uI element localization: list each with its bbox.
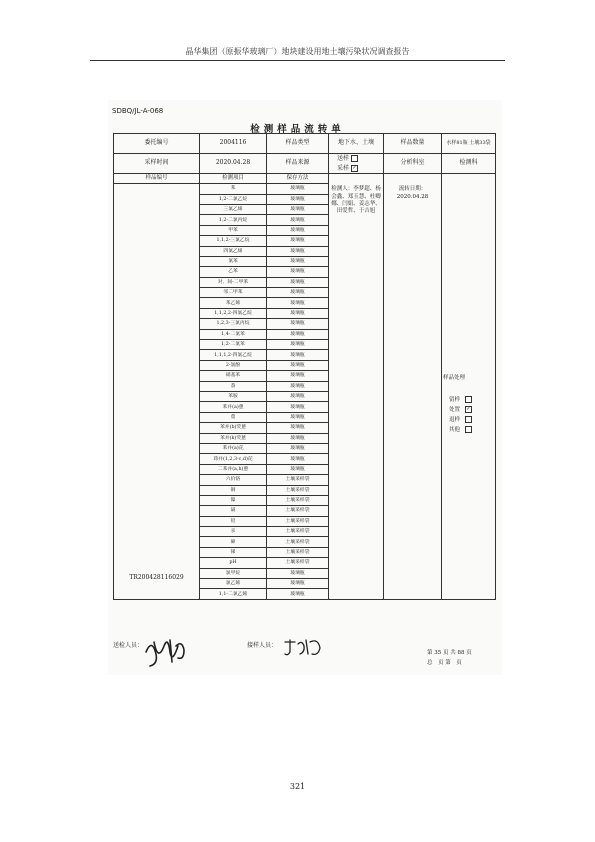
page-header: 晶华集团（原振华玻璃厂）地块建设用地土壤污染状况调查报告: [185, 47, 410, 56]
preservation-method: 玻璃瓶: [267, 392, 329, 402]
preservation-method: 土壤采样袋: [267, 485, 329, 495]
preservation-method: 玻璃瓶: [267, 319, 329, 329]
test-item: 1,2,3-三氯丙烷: [200, 319, 267, 329]
sampling-time-label: 采样时间: [114, 154, 200, 174]
preservation-method: 玻璃瓶: [267, 194, 329, 204]
test-item: 对、间-二甲苯: [200, 277, 267, 287]
preservation-method: 土壤采样袋: [267, 495, 329, 505]
handling-title: 样品处理: [443, 375, 466, 381]
preservation-method: 玻璃瓶: [267, 568, 329, 578]
handling-option: [449, 405, 472, 415]
preservation-method: 玻璃瓶: [267, 579, 329, 589]
analysis-room-value: 检测科: [442, 154, 496, 174]
preservation-method: 土壤采样袋: [267, 506, 329, 516]
preservation-method: 玻璃瓶: [267, 423, 329, 433]
col-preservation: 保存方法: [267, 174, 329, 184]
test-item: 1,1-二氯乙烯: [200, 589, 267, 599]
sample-no-cell: [114, 184, 200, 600]
deliverer-label: 送检人员：: [113, 642, 144, 649]
sample-transfer-table: [113, 133, 496, 600]
column-header-row: [114, 174, 496, 184]
test-item: 乙苯: [200, 267, 267, 277]
preservation-method: 玻璃瓶: [267, 371, 329, 381]
test-item: 1,1,2,2-四氯乙烷: [200, 308, 267, 318]
inspector-cell: [329, 174, 384, 600]
transfer-date-label: 流转日期：: [398, 186, 427, 193]
handling-checkbox[interactable]: ✓: [466, 406, 471, 412]
preservation-method: 玻璃瓶: [267, 184, 329, 194]
test-item: 䓛: [200, 412, 267, 422]
handling-options: [449, 395, 472, 435]
preservation-method: 玻璃瓶: [267, 381, 329, 391]
source-collect-label: 采样: [337, 164, 350, 172]
collect-checkbox[interactable]: ✓: [352, 164, 357, 171]
preservation-method: 玻璃瓶: [267, 225, 329, 235]
info-row-1: [114, 134, 496, 154]
handling-checkbox[interactable]: [465, 396, 472, 403]
test-item: 苯并(b)荧蒽: [200, 423, 267, 433]
preservation-method: 玻璃瓶: [267, 288, 329, 298]
preservation-method: 玻璃瓶: [267, 329, 329, 339]
handling-checkbox[interactable]: [465, 426, 472, 433]
handling-option-label: 留样: [449, 397, 461, 403]
preservation-method: 玻璃瓶: [267, 308, 329, 318]
test-item: 邻二甲苯: [200, 288, 267, 298]
preservation-method: 玻璃瓶: [267, 454, 329, 464]
test-item: 茚并(1,2,3-c,d)芘: [200, 454, 267, 464]
preservation-method: 玻璃瓶: [267, 236, 329, 246]
sample-qty-value: 水样81瓶 土壤33袋: [442, 134, 496, 154]
page-number: 321: [289, 782, 306, 791]
test-item: 1,2-二氯丙烷: [200, 215, 267, 225]
test-item: 苯胺: [200, 392, 267, 402]
sample-source-value: [329, 154, 384, 174]
transfer-date-value: 2020.04.28: [396, 193, 429, 200]
test-item: 苯乙烯: [200, 298, 267, 308]
handling-checkbox[interactable]: [465, 416, 472, 423]
test-item: 镉: [200, 506, 267, 516]
form-title: 检测样品流转单: [250, 124, 345, 135]
test-item: 砷: [200, 537, 267, 547]
test-item: 苯: [200, 184, 267, 194]
client-no-label: 委托编号: [114, 134, 200, 154]
preservation-method: 玻璃瓶: [267, 204, 329, 214]
preservation-method: 土壤采样袋: [267, 475, 329, 485]
test-item: 铜: [200, 485, 267, 495]
test-item: 2-氯酚: [200, 360, 267, 370]
test-item: 苯并(a)蒽: [200, 402, 267, 412]
preservation-method: 玻璃瓶: [267, 589, 329, 599]
preservation-method: 土壤采样袋: [267, 527, 329, 537]
source-deliver-label: 送样: [337, 155, 350, 162]
test-item: 氯苯: [200, 256, 267, 266]
handling-option: [449, 415, 472, 425]
test-item: 苯并(k)荧蒽: [200, 433, 267, 443]
test-item: 硝基苯: [200, 371, 267, 381]
preservation-method: 玻璃瓶: [267, 412, 329, 422]
preservation-method: 玻璃瓶: [267, 277, 329, 287]
test-item: 氯乙烯: [200, 579, 267, 589]
test-item: 萘: [200, 381, 267, 391]
preservation-method: 玻璃瓶: [267, 246, 329, 256]
test-item: 1,1,2-三氯乙烷: [200, 236, 267, 246]
test-item: 1,4-二氯苯: [200, 329, 267, 339]
page-counter-line-2: 总 页 第 页: [427, 660, 462, 666]
test-item: 二苯并(a,h)蒽: [200, 464, 267, 474]
col-sample-no: 样品编号: [114, 174, 200, 184]
sample-type-value: 地下水、土壤: [329, 134, 384, 154]
preservation-method: 土壤采样袋: [267, 547, 329, 557]
preservation-method: 玻璃瓶: [267, 360, 329, 370]
test-item: 铅: [200, 516, 267, 526]
deliverer-signature: [140, 632, 192, 670]
preservation-method: 玻璃瓶: [267, 464, 329, 474]
sampling-time-value: 2020.04.28: [200, 154, 267, 174]
handling-cell: [442, 174, 496, 600]
receiver-label: 接样人员：: [247, 642, 278, 649]
col-item: 检测项目: [200, 174, 267, 184]
handling-option: [449, 425, 472, 435]
preservation-method: 玻璃瓶: [267, 298, 329, 308]
test-item: 苯并(a)芘: [200, 443, 267, 453]
test-item: 甲苯: [200, 225, 267, 235]
test-item: 锑: [200, 547, 267, 557]
handling-option-label: 退样: [449, 417, 461, 423]
page-counter: [427, 648, 472, 668]
preservation-method: 玻璃瓶: [267, 215, 329, 225]
analysis-room-label: 分析科室: [384, 154, 442, 174]
preservation-method: 玻璃瓶: [267, 443, 329, 453]
page-counter-line-1: 第 35 页 共 88 页: [427, 650, 472, 656]
deliver-checkbox[interactable]: [351, 155, 358, 162]
preservation-method: 玻璃瓶: [267, 350, 329, 360]
header-rule: [90, 60, 505, 61]
handling-option: [449, 395, 472, 405]
transfer-date-cell: [384, 174, 442, 600]
sample-no-value: TR200428116029: [129, 573, 184, 581]
test-item: 1,2-二氯乙烷: [200, 194, 267, 204]
test-item: 氯甲烷: [200, 568, 267, 578]
test-item: 1,2-二氯苯: [200, 340, 267, 350]
handling-option-label: 处置: [449, 407, 461, 413]
sample-type-label: 样品类型: [267, 134, 329, 154]
preservation-method: 玻璃瓶: [267, 402, 329, 412]
sample-qty-label: 样品数量: [384, 134, 442, 154]
preservation-method: 土壤采样袋: [267, 558, 329, 568]
preservation-method: 土壤采样袋: [267, 516, 329, 526]
info-row-2: [114, 154, 496, 174]
test-item: 镍: [200, 495, 267, 505]
preservation-method: 玻璃瓶: [267, 267, 329, 277]
test-item: 六价铬: [200, 475, 267, 485]
preservation-method: 玻璃瓶: [267, 433, 329, 443]
handling-option-label: 其他: [449, 427, 461, 433]
receiver-signature: [282, 636, 324, 658]
test-item: 汞: [200, 527, 267, 537]
test-item: 三氯乙烯: [200, 204, 267, 214]
inspector-text: 检测人：李梦超、杨会鑫、郑玉慧、杜卿娜、闫娟、姜志华、田爱哲、于吉旭: [331, 186, 381, 215]
preservation-method: 玻璃瓶: [267, 256, 329, 266]
preservation-method: 玻璃瓶: [267, 340, 329, 350]
preservation-method: 土壤采样袋: [267, 537, 329, 547]
client-no-value: 2004116: [200, 134, 267, 154]
test-item: 1,1,1,2-四氯乙烷: [200, 350, 267, 360]
test-item: 四氯乙烯: [200, 246, 267, 256]
sample-source-label: 样品来源: [267, 154, 329, 174]
form-code: SDBQ/JL-A-068: [112, 107, 164, 115]
test-item: pH: [200, 558, 267, 568]
